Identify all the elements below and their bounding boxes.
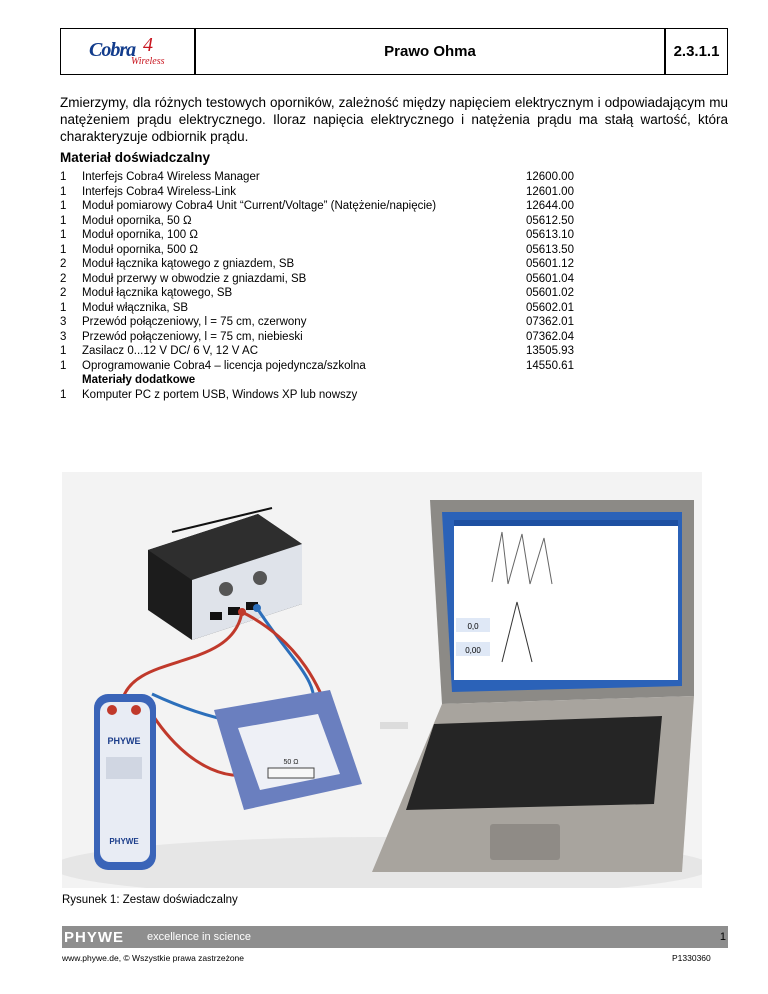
material-row [60, 344, 600, 359]
material-qty: 1 [60, 171, 67, 183]
logo-number: 4 [143, 34, 153, 56]
material-code: 05613.10 [526, 229, 574, 241]
intro-paragraph: Zmierzymy, dla różnych testowych oporników, zależność między napięciem elektrycznym i odpowiadającym mu natężeniem prądu elektrycznego. Iloraz napięcia elektrycznego i natężenia prądu ma stałą wartość, która charakteryzuje odbiornik prądu. [60, 95, 728, 144]
material-code: 12601.00 [526, 185, 574, 198]
material-row [60, 214, 600, 229]
material-desc: Przewód połączeniowy, l = 75 cm, niebieski [82, 330, 303, 343]
materials-heading: Materiał doświadczalny [60, 150, 211, 165]
material-qty: 1 [60, 214, 67, 227]
figure-caption: Rysunek 1: Zestaw doświadczalny [62, 894, 238, 906]
material-desc: Moduł łącznika kątowego, SB [82, 287, 233, 299]
material-desc: Interfejs Cobra4 Wireless Manager [82, 171, 260, 183]
cobra4-logo [60, 28, 195, 75]
footer-copyright: www.phywe.de, © Wszystkie prawa zastrzeżone [62, 953, 244, 963]
cobra4-device [94, 694, 156, 870]
material-code: 05601.12 [526, 258, 574, 270]
material-desc: Komputer PC z portem USB, Windows XP lub nowszy [82, 388, 358, 401]
material-qty: 3 [60, 316, 67, 328]
material-qty: 1 [60, 388, 67, 401]
material-qty: 1 [60, 185, 67, 198]
material-desc: Przewód połączeniowy, l = 75 cm, czerwony [82, 316, 307, 328]
experiment-number: 2.3.1.1 [665, 28, 728, 75]
material-row [60, 359, 600, 374]
material-qty: 1 [60, 229, 67, 241]
material-desc: Moduł opornika, 500 Ω [82, 243, 198, 256]
material-row [60, 388, 600, 403]
material-row [60, 301, 600, 316]
material-code: 05601.04 [526, 272, 574, 285]
device-brand-label: PHYWE [107, 736, 141, 746]
material-qty: 2 [60, 258, 67, 270]
material-row [60, 286, 600, 301]
slogan: excellence in science [147, 931, 251, 943]
material-code: 05613.50 [526, 243, 574, 256]
material-desc: Zasilacz 0...12 V DC/ 6 V, 12 V AC [82, 345, 258, 357]
page-number: 1 [719, 931, 726, 943]
experiment-setup-photo [62, 472, 702, 888]
material-row [60, 315, 600, 330]
material-qty: 2 [60, 287, 67, 299]
material-row [60, 170, 600, 185]
footer-code: P1330360 [672, 953, 711, 963]
material-row [60, 272, 600, 287]
material-code: 07362.04 [526, 330, 574, 343]
logo-subtitle: Wireless [131, 56, 165, 67]
material-code: 05602.01 [526, 301, 574, 314]
material-desc: Interfejs Cobra4 Wireless-Link [82, 185, 237, 198]
material-code: 05612.50 [526, 214, 574, 227]
material-desc: Moduł opornika, 50 Ω [82, 214, 192, 227]
material-row [60, 330, 600, 345]
material-desc: Moduł przerwy w obwodzie z gniazdami, SB [82, 272, 307, 285]
material-row [60, 185, 600, 200]
logo-text: Cobra [89, 39, 136, 61]
material-qty: 3 [60, 330, 67, 343]
material-row [60, 199, 600, 214]
material-row [60, 228, 600, 243]
screen-value-2: 0,00 [465, 646, 481, 655]
material-desc: Moduł włącznika, SB [82, 301, 189, 314]
materials-list [60, 170, 600, 402]
material-qty: 1 [60, 200, 67, 212]
extra-heading: Materiały dodatkowe [82, 374, 196, 386]
page-header [60, 28, 728, 75]
material-qty: 1 [60, 243, 67, 256]
screen-value-1: 0,0 [467, 622, 479, 631]
material-qty: 2 [60, 272, 67, 285]
material-code: 05601.02 [526, 287, 574, 299]
footer-bar [62, 926, 728, 948]
material-desc: Moduł opornika, 100 Ω [82, 229, 198, 241]
material-qty: 1 [60, 301, 67, 314]
phywe-logo: PHYWE [64, 929, 125, 946]
material-qty: 1 [60, 345, 67, 357]
material-desc: Moduł pomiarowy Cobra4 Unit “Current/Voltage” (Natężenie/napięcie) [82, 200, 437, 212]
material-code: 14550.61 [526, 359, 574, 372]
material-desc: Moduł łącznika kątowego z gniazdem, SB [82, 258, 295, 270]
extra-heading-row [60, 373, 600, 388]
material-code: 07362.01 [526, 316, 574, 328]
resistor-label: 50 Ω [283, 759, 299, 766]
material-desc: Oprogramowanie Cobra4 – licencja pojedyncza/szkolna [82, 359, 366, 372]
material-code: 12600.00 [526, 171, 574, 183]
material-qty: 1 [60, 359, 67, 372]
material-code: 12644.00 [526, 200, 574, 212]
page-title: Prawo Ohma [195, 28, 665, 75]
material-row [60, 257, 600, 272]
device-brand-label-2: PHYWE [109, 837, 139, 846]
material-code: 13505.93 [526, 345, 574, 357]
material-row [60, 243, 600, 258]
